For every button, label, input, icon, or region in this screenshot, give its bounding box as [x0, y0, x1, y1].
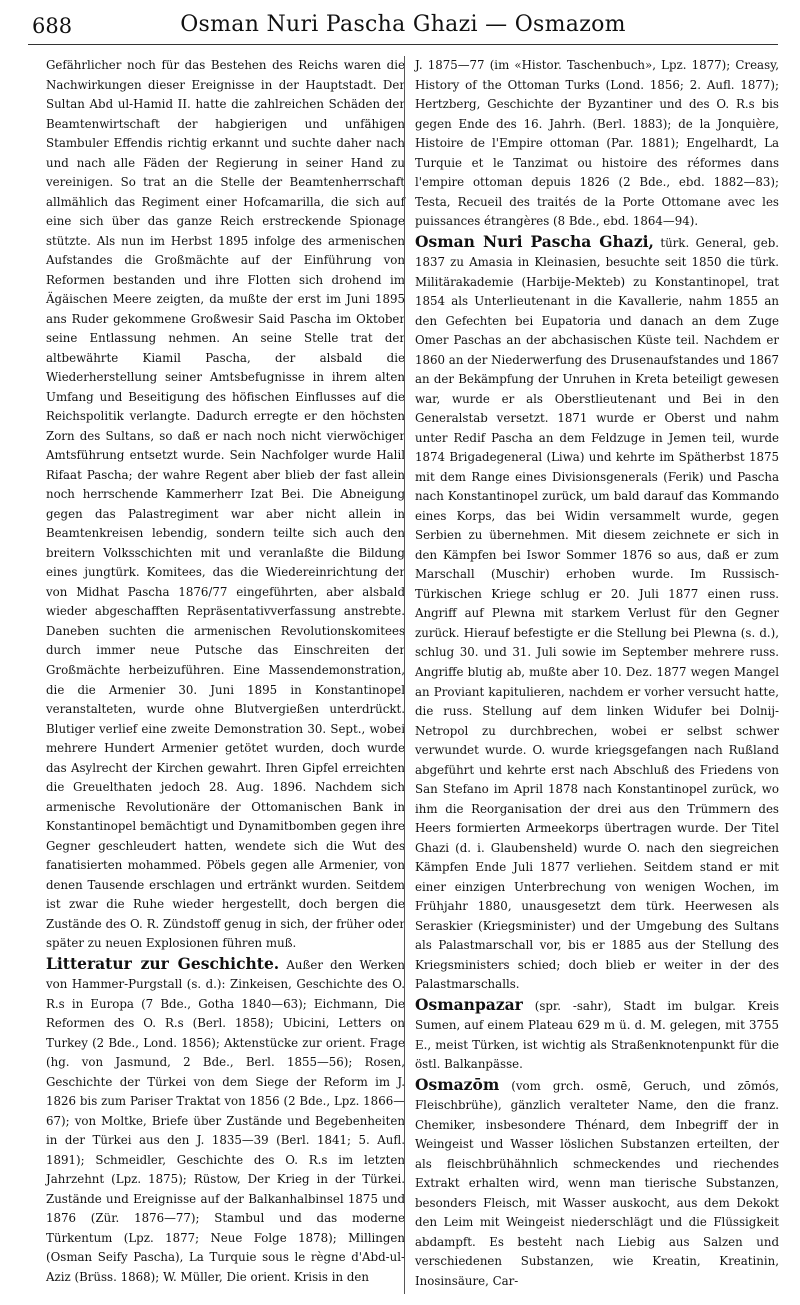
entry-headword: Osman Nuri Pascha Ghazi,	[415, 231, 654, 251]
page-header	[28, 8, 778, 38]
entry-osman-nuri-pascha	[415, 232, 779, 995]
entry-osmanpazar	[415, 995, 779, 1075]
literature-continuation: J. 1875—77 (im «Histor. Taschenbuch», Lpz. 1877); Creasy, History of the Ottoman Turks (Lond. 1856; 2. Aufl. 1877); Hertzberg, Geschichte der Byzantiner und des O. R.s bis gegen Ende des 16. Jahrh. (Berl. 1883); de la Jonquière, Histoire de l'Empire ottoman (Par. 1881); Engelhardt, La Turquie et le Tanzimat ou histoire des réformes dans l'empire ottoman depuis 1826 (2 Bde., ebd. 1882—83); Testa, Recueil des traités de la Porte Ottomane avec les puissances étrangères (8 Bde., ebd. 1864—94).	[415, 58, 779, 229]
right-column	[415, 56, 779, 1291]
literature-paragraph	[46, 954, 405, 1288]
entry-osmazom	[415, 1075, 779, 1292]
running-head: Osman Nuri Pascha Ghazi — Osmazom	[180, 12, 626, 37]
header-rule	[28, 44, 778, 45]
column-divider	[404, 56, 405, 1294]
entry-text: (vom grch. osmē, Geruch, und zōmós, Fleischbrühe), gänzlich veralteter Name, den die franz. Chemiker, insbesondere Thénard, dem Inbegriff der in Weingeist und Wasser löslichen Substanzen erteilten, der als fleischbrühähnlich schmeckendes und riechendes Extrakt erhalten wird, wenn man tierische Substanzen, besonders Fleisch, mit Wasser auskocht, aus dem Dekokt den Leim mit Weingeist niederschlägt und die Flüssigkeit abdampft. Es besteht nach Liebig aus Salzen und verschiedenen Substanzen, wie Kreatin, Kreatinin, Inosinsäure, Car-	[415, 1078, 779, 1288]
literature-text: Außer den Werken von Hammer-Purgstall (s. d.): Zinkeisen, Geschichte des O. R.s in Europa (7 Bde., Gotha 1840—63); Eichmann, Die Reformen des O. R.s (Berl. 1858); Ubicini, Letters on Turkey (2 Bde., Lond. 1856); Aktenstücke zur orient. Frage (hg. von Jasmund, 2 Bde., Berl. 1855—56); Rosen, Geschichte der Türkei von dem Siege der Reform im J. 1826 bis zum Pariser Traktat von 1856 (2 Bde., Lpz. 1866—67); von Moltke, Briefe über Zustände und Begebenheiten in der Türkei aus den J. 1835—39 (Berl. 1841; 5. Aufl. 1891); Schmeidler, Geschichte des O. R.s im letzten Jahrzehnt (Lpz. 1875); Rüstow, Der Krieg in der Türkei. Zustände und Ereignisse auf der Balkanhalbinsel 1875 und 1876 (Zür. 1876—77); Stambul und das moderne Türkentum (Lpz. 1877; Neue Folge 1878); Millingen (Osman Seify Pascha), La Turquie sous le règne d'Abd-ul-Aziz (Brüss. 1868); W. Müller, Die orient. Krisis in den	[46, 957, 405, 1284]
entry-text: türk. General, geb. 1837 zu Amasia in Kleinasien, besuchte seit 1850 die türk. Militärakademie (Harbije-Mekteb) zu Konstantinopel, trat 1854 als Unterlieutenant in die Kavallerie, nahm 1855 an den Gefechten bei Eupatoria und danach an dem Zuge Omer Paschas an der abchasischen Küste teil. Nachdem er 1860 an der Niederwerfung des Drusenaufstandes und 1867 an der Bekämpfung der Unruhen in Kreta beteiligt gewesen war, wurde er als Oberstlieutenant und Bei in den Generalstab versetzt. 1871 wurde er Oberst und nahm unter Redif Pascha an dem Feldzuge in Jemen teil, wurde 1874 Brigadegeneral (Liwa) und kehrte im Spätherbst 1875 mit dem Range eines Divisionsgenerals (Ferik) und Pascha nach Konstantinopel zurück, um bald darauf das Kommando eines Korps, das bei Widin versammelt wurde, gegen Serbien zu übernehmen. Mit diesem zeichnete er sich in den Kämpfen bei Iswor Sommer 1876 so aus, daß er zum Marschall (Muschir) erhoben wurde. Im Russisch-Türkischen Kriege schlug er 20. Juli 1877 einen russ. Angriff auf Plewna mit starkem Verlust für den Gegner zurück. Hierauf befestigte er die Stellung bei Plewna (s. d.), schlug 30. und 31. Juli sowie im September mehrere russ. Angriffe blutig ab, mußte aber 10. Dez. 1877 wegen Mangel an Proviant kapitulieren, nachdem er vorher versucht hatte, die russ. Stellung auf dem linken Widufer bei Dolnij-Netropol zu durchbrechen, wobei er selbst schwer verwundet wurde. O. wurde kriegsgefangen nach Rußland abgeführt und kehrte erst nach Abschluß des Friedens von San Stefano im April 1878 nach Konstantinopel zurück, wo ihm die Reorganisation der drei aus den Trümmern des Heers formierten Armeekorps übertragen wurde. Der Titel Ghazi (d. i. Glaubensheld) wurde O. nach den siegreichen Kämpfen Ende Juli 1877 verliehen. Seitdem stand er mit einer einzigen Unterbrechung von wenigen Wochen, im Frühjahr 1880, unausgesetzt dem türk. Heerwesen als Seraskier (Kriegsminister) und der Umgebung des Sultans als Palastmarschall vor, bis er 1885 aus der Stellung des Kriegsministers schied; doch blieb er weiter in der des Palastmarschalls.	[415, 235, 779, 992]
literature-heading: Litteratur zur Geschichte.	[46, 953, 280, 973]
entry-headword: Osmazōm	[415, 1074, 500, 1094]
entry-text: (spr. -sahr), Stadt im bulgar. Kreis Sumen, auf einem Plateau 629 m ü. d. M. gelegen, mit 3755 E., meist Türken, ist wichtig als Straßenknotenpunkt für die östl. Balkanpässe.	[415, 998, 779, 1072]
left-column	[46, 56, 405, 1287]
page-number: 688	[32, 14, 73, 38]
entry-headword: Osmanpazar	[415, 994, 523, 1014]
history-paragraph: Gefährlicher noch für das Bestehen des Reichs waren die Nachwirkungen dieser Ereignisse in der Hauptstadt. Der Sultan Abd ul-Hamid II. hatte die zahlreichen Schäden der Beamtenwirtschaft der habgierigen und unfähigen Stambuler Effendis richtig erkannt und suchte daher nach und nach alle Fäden der Regierung in seiner Hand zu vereinigen. So trat an die Stelle der Beamtenherrschaft allmählich das Regiment einer Hofcamarilla, die sich auf eine sich über das ganze Reich erstreckende Spionage stützte. Als nun im Herbst 1895 infolge des armenischen Aufstandes die Großmächte auf der Einführung von Reformen bestanden und ihre Flotten sich drohend im Ägäischen Meere zeigten, da mußte der erst im Juni 1895 ans Ruder gekommene Großwesir Said Pascha im Oktober seine Entlassung nehmen. An seine Stelle trat der altbewährte Kiamil Pascha, der alsbald die Wiederherstellung seiner Amtsbefugnisse in ihrem alten Umfang und Beseitigung des höfischen Einflusses auf die Reichspolitik verlangte. Dadurch erregte er den höchsten Zorn des Sultans, so daß er nach noch nicht vierwöchiger Amtsführung entsetzt wurde. Sein Nachfolger wurde Halil Rifaat Pascha; der wahre Regent aber blieb der fast allein noch herrschende Kammerherr Izat Bei. Die Abneigung gegen das Palastregiment war aber nicht allein in Beamtenkreisen lebendig, sondern teilte sich auch den breitern Volksschichten mit und veranlaßte die Bildung eines jungtürk. Komitees, das die Wiedereinrichtung der von Midhat Pascha 1876/77 eingeführten, aber alsbald wieder abgeschafften Repräsentativverfassung anstrebte. Daneben suchten die armenischen Revolutionskomitees durch immer neue Putsche das Einschreiten der Großmächte herbeizuführen. Eine Massendemonstration, die die Armenier 30. Juni 1895 in Konstantinopel veranstalteten, wurde ohne Blutvergießen unterdrückt. Blutiger verlief eine zweite Demonstration 30. Sept., wobei mehrere Hundert Armenier getötet wurden, doch wurde das Asylrecht der Kirchen gewahrt. Ihren Gipfel erreichten die Greuelthaten jedoch 28. Aug. 1896. Nachdem sich armenische Revolutionäre der Ottomanischen Bank in Konstantinopel bemächtigt und Dynamitbomben gegen ihre Gegner geschleudert hatten, wendete sich die Wut des fanatisierten mohammed. Pöbels gegen alle Armenier, von denen Tausende erschlagen und ertränkt wurden. Seitdem ist zwar die Ruhe wieder hergestellt, doch bergen die Zustände des O. R. Zündstoff genug in sich, der früher oder später zu neuen Explosionen führen muß.	[46, 58, 405, 951]
